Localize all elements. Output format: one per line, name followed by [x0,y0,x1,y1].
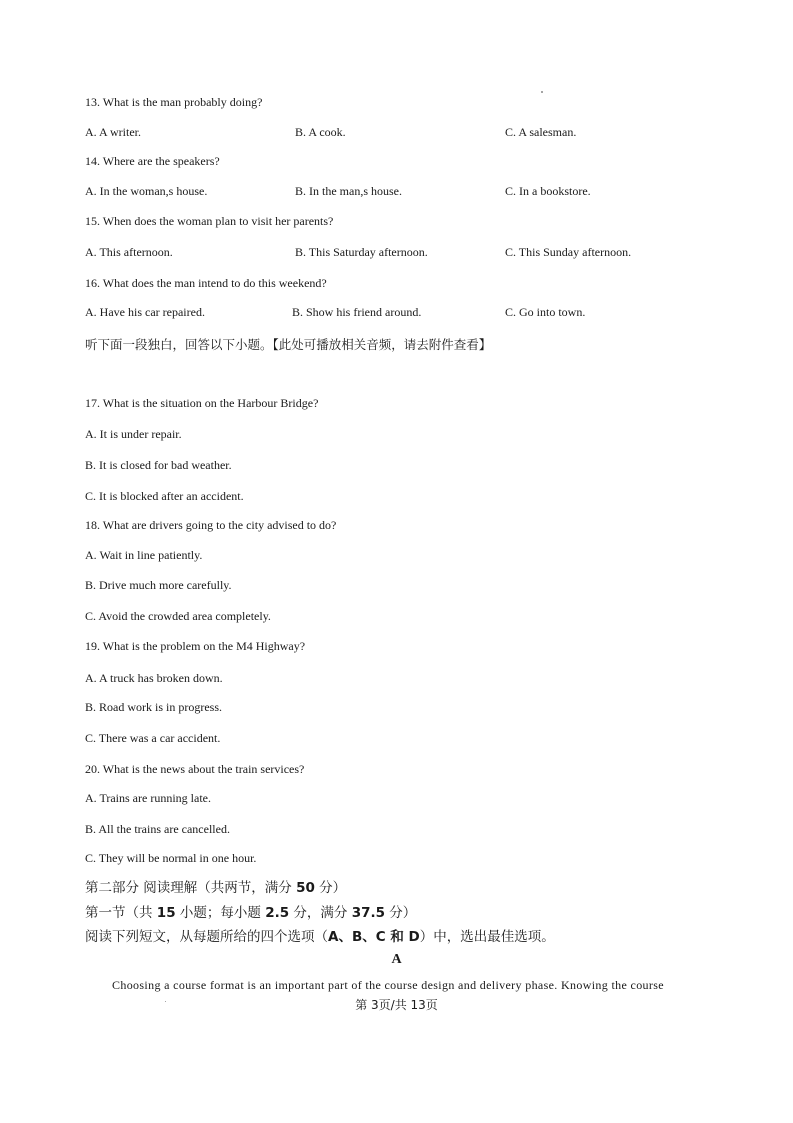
section1-title: 第一节（共 15 小题；每小题 2.5 分，满分 37.5 分） [85,905,417,921]
question-16-stem: 16. What does the man intend to do this weekend? [85,276,327,290]
passage-letter: A [391,952,402,967]
passage-a-first-line: Choosing a course format is an important part of the course design and delivery phase. Knowing the course [112,978,664,992]
question-16-option-a: A. Have his car repaired. [85,305,205,319]
question-15-option-a: A. This afternoon. [85,245,173,259]
stray-dot [541,91,543,93]
question-17-option-c: C. It is blocked after an accident. [85,489,244,503]
question-13-option-b: B. A cook. [295,125,346,139]
question-16-option-c: C. Go into town. [505,305,586,319]
question-13-option-c: C. A salesman. [505,125,577,139]
question-13-stem: 13. What is the man probably doing? [85,95,263,109]
page-footer: 第 3页/共 13页 [355,998,438,1012]
question-18-option-c: C. Avoid the crowded area completely. [85,609,271,623]
question-13-option-a: A. A writer. [85,125,141,139]
question-15-stem: 15. When does the woman plan to visit her parents? [85,214,334,228]
question-17-stem: 17. What is the situation on the Harbour Bridge? [85,396,319,410]
reading-options-letters: A、B、C 和 D [328,929,420,945]
section1-question-count: 15 [156,905,176,921]
question-19-option-c: C. There was a car accident. [85,731,221,745]
question-14-option-b: B. In the man,s house. [295,184,402,198]
part2-total-score: 50 [296,880,315,896]
question-14-option-c: C. In a bookstore. [505,184,591,198]
question-19-option-a: A. A truck has broken down. [85,671,223,685]
question-17-option-b: B. It is closed for bad weather. [85,458,232,472]
question-20-option-c: C. They will be normal in one hour. [85,851,257,865]
question-17-option-a: A. It is under repair. [85,427,182,441]
question-15-option-c: C. This Sunday afternoon. [505,245,632,259]
question-19-option-b: B. Road work is in progress. [85,700,222,714]
question-14-option-a: A. In the woman,s house. [85,184,208,198]
question-20-option-a: A. Trains are running late. [85,791,211,805]
question-14-stem: 14. Where are the speakers? [85,154,220,168]
question-16-option-b: B. Show his friend around. [292,305,422,319]
reading-instruction: 阅读下列短文，从每题所给的四个选项（A、B、C 和 D）中，选出最佳选项。 [85,929,555,945]
question-20-stem: 20. What is the news about the train services? [85,762,305,776]
question-20-option-b: B. All the trains are cancelled. [85,822,230,836]
question-19-stem: 19. What is the problem on the M4 Highway? [85,639,306,653]
question-18-stem: 18. What are drivers going to the city advised to do? [85,518,337,532]
question-18-option-b: B. Drive much more carefully. [85,578,232,592]
section1-score-total: 37.5 [351,905,386,921]
question-15-option-b: B. This Saturday afternoon. [295,245,428,259]
monologue-instruction: 听下面一段独白，回答以下小题。【此处可播放相关音频，请去附件查看】 [85,337,492,352]
question-18-option-a: A. Wait in line patiently. [85,548,203,562]
part2-title: 第二部分 阅读理解（共两节，满分 50 分） [85,880,347,896]
section1-score-each: 2.5 [265,905,290,921]
